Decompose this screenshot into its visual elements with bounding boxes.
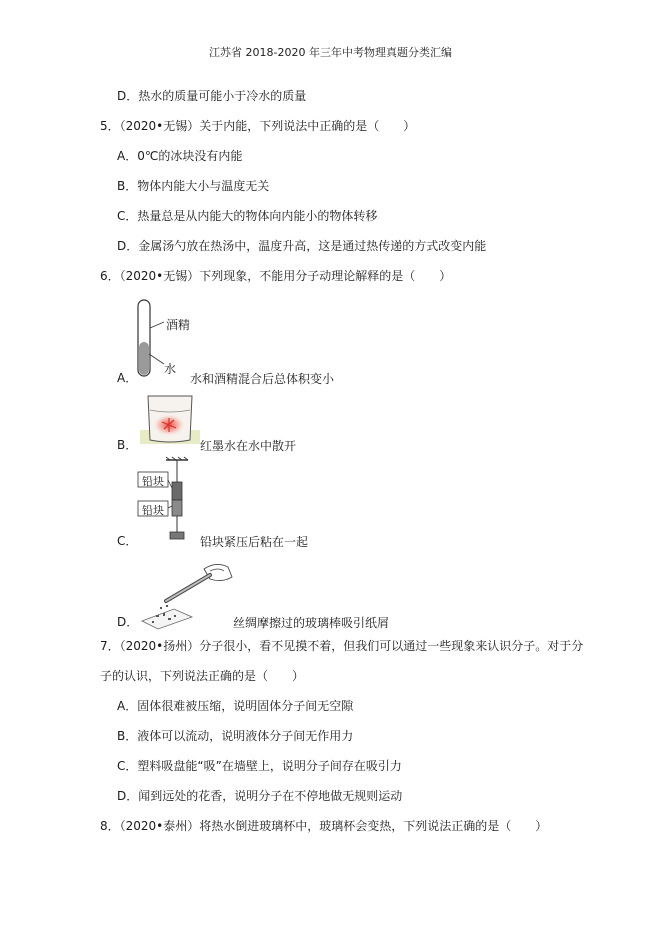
- label-lead-bottom: 铅块: [142, 504, 164, 517]
- q6-option-c-letter: C．: [117, 534, 138, 548]
- label-water: 水: [164, 362, 177, 376]
- q6-option-c-caption: 铅块紧压后粘在一起: [200, 535, 309, 549]
- q7-option-c: C．塑料吸盘能“吸”在墙壁上，说明分子间存在吸引力: [117, 759, 402, 773]
- question-7-line-1: 7．（2020•扬州）分子很小，看不见摸不着，但我们可以通过一些现象来认识分子。对于分: [100, 639, 584, 653]
- q6-option-a-caption: 水和酒精混合后总体积变小: [190, 372, 335, 386]
- question-7-line-2: 子的认识，下列说法正确的是（ ）: [100, 669, 305, 683]
- q4-option-d: D．热水的质量可能小于冷水的质量: [117, 89, 307, 103]
- q7-option-d: D．闻到远处的花香，说明分子在不停地做无规则运动: [117, 789, 403, 803]
- beaker-figure: [140, 392, 200, 448]
- q7-option-a: A．固体很难被压缩，说明固体分子间无空隙: [117, 699, 354, 713]
- page-header: 江苏省 2018-2020 年三年中考物理真题分类汇编: [209, 46, 452, 59]
- question-5: 5．（2020•无锡）关于内能，下列说法中正确的是（ ）: [100, 119, 416, 133]
- q6-option-d-letter: D．: [117, 615, 139, 629]
- q6-option-b-letter: B．: [117, 438, 138, 452]
- lead-blocks-figure: [136, 456, 204, 542]
- q6-option-d-caption: 丝绸摩擦过的玻璃棒吸引纸屑: [233, 616, 390, 630]
- q5-option-d: D．金属汤勺放在热汤中，温度升高，这是通过热传递的方式改变内能: [117, 239, 487, 253]
- label-alcohol: 酒精: [166, 318, 191, 332]
- q6-option-b-caption: 红墨水在水中散开: [200, 439, 297, 453]
- q7-option-b: B．液体可以流动，说明液体分子间无作用力: [117, 729, 354, 743]
- question-8: 8．（2020•泰州）将热水倒进玻璃杯中，玻璃杯会变热，下列说法正确的是（ ）: [100, 819, 548, 833]
- label-lead-top: 铅块: [142, 475, 164, 488]
- glass-rod-figure: [136, 555, 236, 630]
- question-6: 6．（2020•无锡）下列现象，不能用分子动理论解释的是（ ）: [100, 269, 452, 283]
- q5-option-a: A．0℃的冰块没有内能: [117, 149, 243, 163]
- q6-option-a-letter: A．: [117, 371, 138, 385]
- q5-option-b: B．物体内能大小与温度无关: [117, 179, 270, 193]
- q5-option-c: C．热量总是从内能大的物体向内能小的物体转移: [117, 209, 378, 223]
